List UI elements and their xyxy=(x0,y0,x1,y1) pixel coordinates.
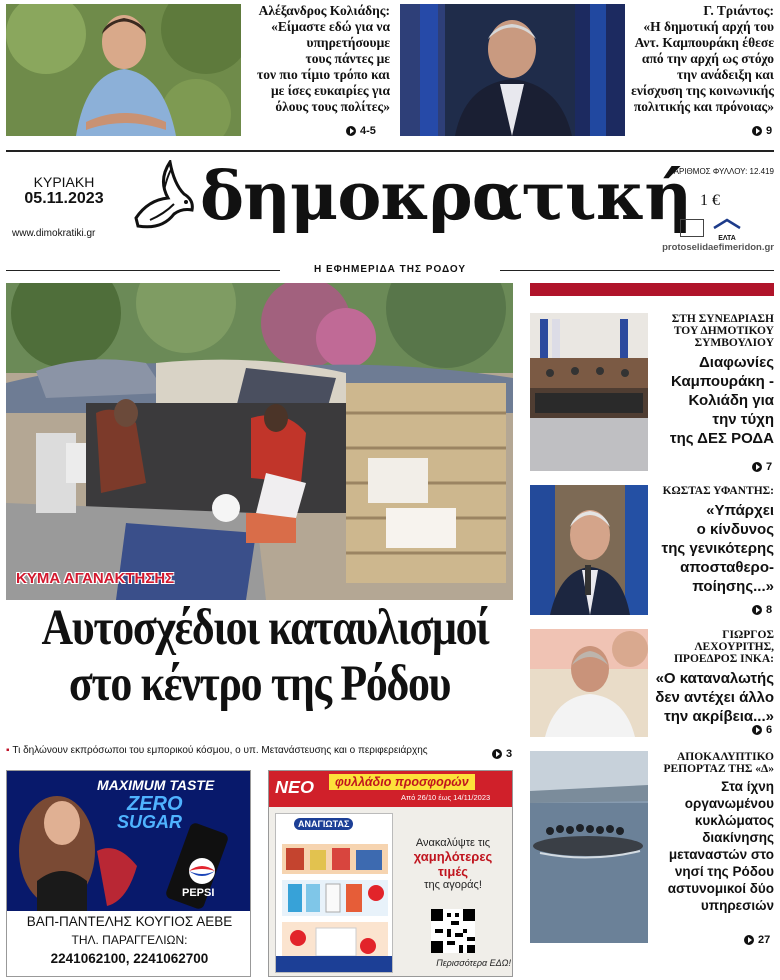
council-photo xyxy=(530,313,648,471)
issue-date: 05.11.2023 xyxy=(24,190,104,207)
qr-code-icon[interactable] xyxy=(431,909,475,953)
flyer-booklet xyxy=(275,813,393,973)
sidebar-item-council[interactable]: ΣΤΗ ΣΥΝΕΔΡΙΑΣΗ ΤΟΥ ΔΗΜΟΤΙΚΟΥ ΣΥΜΒΟΥΛΙΟΥ Διαφωνίες Καμπουράκη - Κολιάδη για την τύχη της ΔΕΣ ΡΟΔΑ xyxy=(650,313,774,448)
page-ref-koliadis[interactable]: 4-5 xyxy=(346,125,376,137)
pepsi-orders-label: ΤΗΛ. ΠΑΡΑΓΓΕΛΙΩΝ: xyxy=(71,933,188,947)
sidebar-headline: Διαφωνίες Καμπουράκη - Κολιάδη για την τύχη της ΔΕΣ ΡΟΔΑ xyxy=(669,354,774,447)
arrow-icon xyxy=(492,749,502,759)
flyer-booklet-brand: ΑΝΑΓΙΩΤΑΣ xyxy=(294,818,353,830)
flyer-browse[interactable]: Περισσότερα ΕΔΩ! xyxy=(436,958,511,968)
flyer-dates: Από 26/10 έως 14/11/2023 xyxy=(401,793,491,802)
arrow-icon xyxy=(346,126,356,136)
pepsi-slogan-2: ZERO xyxy=(127,793,183,815)
triantos-photo xyxy=(400,4,625,136)
pepsi-ad[interactable] xyxy=(6,770,251,977)
price: 1 € xyxy=(700,192,720,209)
masthead-date-block xyxy=(8,174,120,208)
lechouritis-photo xyxy=(530,629,648,737)
page-ref-yfantis[interactable]: 8 xyxy=(752,604,772,616)
dove-logo-icon xyxy=(128,160,198,236)
bullet-icon: ▪ xyxy=(6,745,13,756)
newspaper-title: δημοκρατική xyxy=(200,157,692,235)
pepsi-slogan-1: MAXIMUM TASTE xyxy=(97,777,215,793)
pepsi-company: ΒΑΠ-ΠΑΝΤΕΛΗΣ ΚΟΥΓΙΟΣ ΑΕΒΕ xyxy=(26,914,233,929)
main-headline-line1: Αυτοσχέδιοι καταυλισμοί xyxy=(41,600,489,656)
flyer-discover: Ανακαλύψτε τις χαμηλότερες τιμές της αγοράς! xyxy=(413,837,493,891)
issue-day: ΚΥΡΙΑΚΗ xyxy=(33,174,95,190)
pepsi-brand: PEPSI xyxy=(182,887,215,899)
pepsi-phones: 2241062100, 2241062700 xyxy=(50,951,209,966)
tagline: Η ΕΦΗΜΕΡΙΔΑ ΤΗΣ ΡΟΔΟΥ xyxy=(280,261,500,279)
koliadis-photo xyxy=(6,4,241,136)
arrow-icon xyxy=(744,935,754,945)
main-headline-line2: στο κέντρο της Ρόδου xyxy=(68,656,451,712)
page-ref-migrants[interactable]: 27 xyxy=(744,934,770,946)
elta-logo: ΕΛΤΑ xyxy=(710,217,744,237)
flyer-ad[interactable] xyxy=(268,770,513,977)
sidebar-headline: «Υπάρχει ο κίνδυνος της γενικότερης αποσταθερο- ποίησης...» xyxy=(661,502,774,595)
page-ref-council[interactable]: 7 xyxy=(752,461,772,473)
koliadis-quote: Αλέξανδρος Κολιάδης: «Είμαστε εδώ για να υπηρετήσουμε τους πάντες με τον πιο τίμιο τρόπο και με ίσες ευκαιρίες για όλους τους πολίτες» xyxy=(244,3,390,115)
sidebar-accent-bar xyxy=(530,283,774,296)
triantos-quote: Γ. Τριάντος: «Η δημοτική αρχή του Αντ. Καμπουράκη έθεσε από την αρχή ως στόχο την ανάδειξη και ενίσχυση της κοινωνικής πολιτικής και πρόνοιας» xyxy=(626,3,774,115)
main-headline[interactable] xyxy=(41,600,489,712)
page-ref-triantos[interactable]: 9 xyxy=(752,125,772,137)
flyer-neo: ΝΕΟ xyxy=(275,777,315,797)
pepsi-slogan-3: SUGAR xyxy=(117,812,183,832)
page-ref-main[interactable]: 3 xyxy=(492,748,512,760)
sidebar-headline: «Ο καταναλωτής δεν αντέχει άλλο την ακρίβεια...» xyxy=(655,670,774,725)
main-story-kicker: ΚΥΜΑ ΑΓΑΝΑΚΤΗΣΗΣ xyxy=(16,570,175,587)
koliadis-name: Αλέξανδρος Κολιάδης: xyxy=(258,3,390,18)
sidebar-item-migrants[interactable]: ΑΠΟΚΑΛΥΠΤΙΚΟ ΡΕΠΟΡΤΑΖ ΤΗΣ «Δ» Στα ίχνη οργανωμένου κυκλώματος διακίνησης μεταναστών στο νησί της Ρόδου αστυνομικοί δύο υπηρεσιών xyxy=(650,751,774,914)
issue-number: ΑΡΙΘΜΟΣ ΦΥΛΛΟΥ: 12.419 xyxy=(673,167,774,176)
flyer-booklet-footer xyxy=(276,956,393,973)
triantos-name: Γ. Τριάντος: xyxy=(703,3,774,18)
migrants-boat-photo xyxy=(530,751,648,943)
sidebar-item-lechouritis[interactable]: ΓΙΩΡΓΟΣ ΛΕΧΟΥΡΙΤΗΣ, ΠΡΟΕΔΡΟΣ ΙΝΚΑ: «Ο καταναλωτής δεν αντέχει άλλο την ακρίβεια...» xyxy=(650,629,774,726)
postal-stamp-icon xyxy=(680,219,704,237)
main-story-subline: ▪ Τι δηλώνουν εκπρόσωποι του εμπορικού κόσμου, ο υπ. Μετανάστευσης και ο περιφερειάρχης xyxy=(6,745,428,756)
arrow-icon xyxy=(752,605,762,615)
sidebar-headline: Στα ίχνη οργανωμένου κυκλώματος διακίνησης μεταναστών στο νησί της Ρόδου αστυνομικοί δύο υπηρεσιών xyxy=(667,779,774,913)
source-watermark: protoselidaefimeridon.gr xyxy=(662,242,774,253)
arrow-icon xyxy=(752,126,762,136)
yfantis-photo xyxy=(530,485,648,615)
website-link[interactable]: www.dimokratiki.gr xyxy=(12,228,96,239)
arrow-icon xyxy=(752,725,762,735)
sidebar-item-yfantis[interactable]: ΚΩΣΤΑΣ ΥΦΑΝΤΗΣ: «Υπάρχει ο κίνδυνος της γενικότερης αποσταθερο- ποίησης...» xyxy=(650,485,774,596)
main-story-photo xyxy=(6,283,513,600)
page-ref-lechouritis[interactable]: 6 xyxy=(752,724,772,736)
arrow-icon xyxy=(752,462,762,472)
flyer-title: φυλλάδιο προσφορών xyxy=(329,774,475,790)
